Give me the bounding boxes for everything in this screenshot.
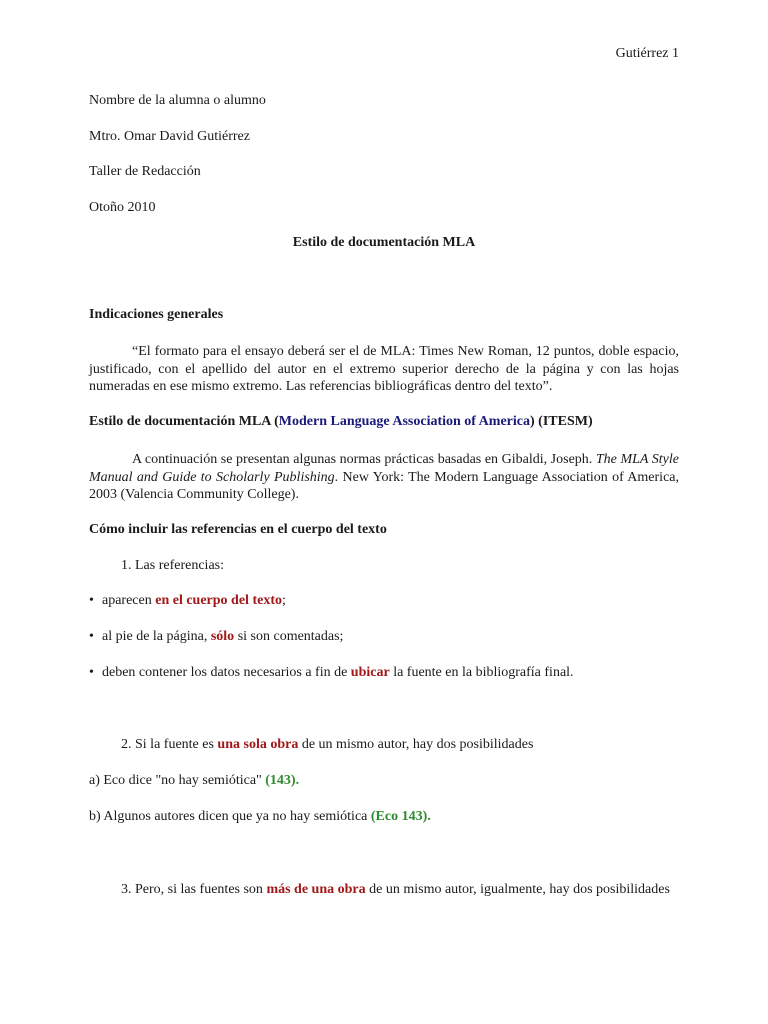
list-item-3: 3. Pero, si las fuentes son más de una obra de un mismo autor, igualmente, hay dos posibilidades	[121, 882, 670, 897]
example-a: a) Eco dice "no hay semiótica" (143).	[89, 773, 300, 788]
citation-text: (Eco 143)	[370, 809, 428, 824]
mla-book-title: The MLA Style Manual and Guide to Scholarly Publishing	[89, 452, 679, 485]
bullet-item: • al pie de la página, sólo si son comentadas;	[89, 629, 344, 644]
section-heading-references: Cómo incluir las referencias en el cuerpo del texto	[89, 522, 387, 537]
list-item-2: 2. Si la fuente es una sola obra de un mismo autor, hay dos posibilidades	[121, 737, 534, 752]
page-header-number: Gutiérrez 1	[615, 46, 679, 61]
document-title: Estilo de documentación MLA	[292, 235, 476, 250]
highlight-text: en el cuerpo del texto	[155, 593, 282, 608]
highlight-text: más de una obra	[266, 882, 366, 897]
heading-mla-post: ) (ITESM)	[530, 414, 593, 429]
bullet-item: • deben contener los datos necesarios a fin de ubicar la fuente en la bibliografía final.	[89, 665, 574, 680]
term: Otoño 2010	[89, 200, 156, 215]
highlight-text: una sola obra	[217, 737, 299, 752]
example-b: b) Algunos autores dicen que ya no hay semiótica (Eco 143).	[89, 809, 431, 824]
mla-paragraph-post: . New York: The Modern Language Association of America, 2003 (Valencia Community College).	[89, 469, 679, 502]
citation-text: (143)	[265, 773, 296, 788]
bullet-item: • aparecen en el cuerpo del texto;	[89, 593, 286, 608]
bullet-icon: •	[89, 665, 94, 680]
mla-paragraph	[89, 451, 679, 504]
highlight-text: ubicar	[350, 665, 390, 680]
bullet-icon: •	[89, 629, 94, 644]
mla-association-link: Modern Language Association of America	[278, 414, 530, 429]
student-name: Nombre de la alumna o alumno	[89, 93, 266, 108]
bullet-icon: •	[89, 593, 94, 608]
section-heading-general: Indicaciones generales	[89, 307, 224, 322]
course-name: Taller de Redacción	[89, 164, 201, 179]
teacher-name: Mtro. Omar David Gutiérrez	[89, 129, 250, 144]
mla-paragraph-pre: A continuación se presentan algunas normas prácticas basadas en Gibaldi, Joseph.	[132, 452, 596, 467]
list-item-1: 1. Las referencias:	[121, 558, 224, 573]
general-paragraph: “El formato para el ensayo deberá ser el de MLA: Times New Roman, 12 puntos, doble espacio, justificado, con el apellido del autor en el extremo superior derecho de la página y con las hojas numeradas en ese mismo extremo. Las referencias bibliográficas dentro del texto”.	[89, 344, 679, 394]
heading-mla-pre: Estilo de documentación MLA (	[89, 414, 279, 429]
section-heading-mla	[89, 414, 593, 430]
highlight-text: sólo	[210, 629, 235, 644]
